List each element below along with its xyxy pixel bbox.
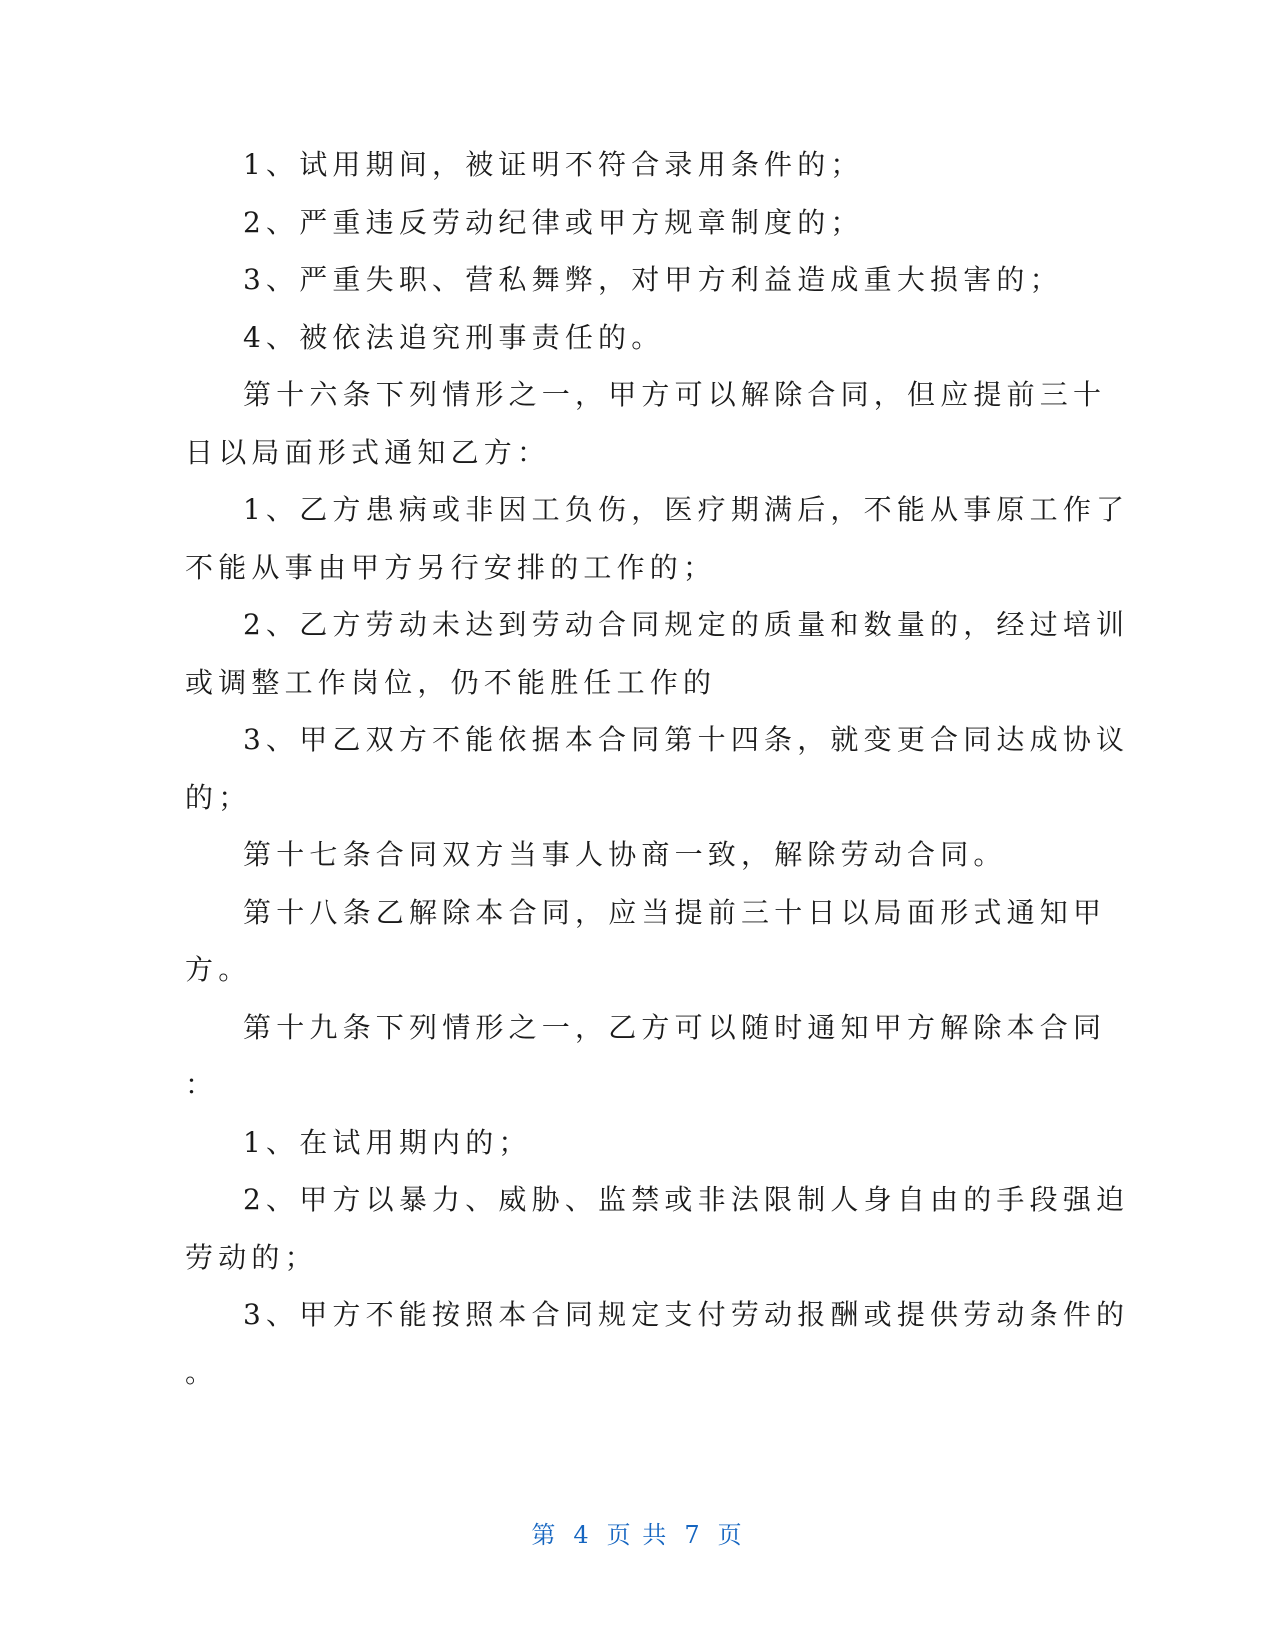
footer-suffix: 页 — [717, 1521, 744, 1549]
list-item-continuation: 的； — [185, 781, 252, 814]
list-item: 4、被依法追究刑事责任的。 — [243, 321, 665, 354]
article-paragraph-line: 方。 — [185, 953, 252, 986]
list-item: 3、甲方不能按照本合同规定支付劳动报酬或提供劳动条件的 — [243, 1298, 1130, 1331]
footer-prefix: 第 — [531, 1521, 558, 1549]
list-item: 1、试用期间，被证明不符合录用条件的； — [243, 148, 864, 181]
article-paragraph-line: 日以局面形式通知乙方： — [185, 436, 551, 469]
page-footer — [0, 1520, 1275, 1550]
list-item: 2、严重违反劳动纪律或甲方规章制度的； — [243, 206, 864, 239]
article-paragraph-line: 第十六条下列情形之一，甲方可以解除合同，但应提前三十 — [243, 378, 1107, 411]
article-paragraph-line: ： — [185, 1068, 219, 1101]
list-item: 3、严重失职、营私舞弊，对甲方利益造成重大损害的； — [243, 263, 1063, 296]
current-page-number: 4 — [573, 1521, 591, 1549]
article-paragraph-line: 第十七条合同双方当事人协商一致，解除劳动合同。 — [243, 838, 1007, 871]
article-paragraph-line: 第十九条下列情形之一，乙方可以随时通知甲方解除本合同 — [243, 1011, 1107, 1044]
list-item: 1、在试用期内的； — [243, 1126, 532, 1159]
list-item: 2、乙方劳动未达到劳动合同规定的质量和数量的，经过培训 — [243, 608, 1130, 641]
list-item: 1、乙方患病或非因工负伤，医疗期满后，不能从事原工作了 — [243, 493, 1130, 526]
footer-middle: 页 共 — [606, 1521, 669, 1549]
total-pages-number: 7 — [684, 1521, 702, 1549]
list-item-continuation: 劳动的； — [185, 1241, 318, 1274]
article-paragraph-line: 第十八条乙解除本合同，应当提前三十日以局面形式通知甲 — [243, 896, 1107, 929]
list-item: 3、甲乙双方不能依据本合同第十四条，就变更合同达成协议 — [243, 723, 1130, 756]
list-item: 2、甲方以暴力、威胁、监禁或非法限制人身自由的手段强迫 — [243, 1183, 1130, 1216]
list-item-continuation: 不能从事由甲方另行安排的工作的； — [185, 551, 717, 584]
list-item-continuation: 或调整工作岗位，仍不能胜任工作的 — [185, 666, 717, 699]
list-item-continuation: 。 — [185, 1356, 219, 1389]
